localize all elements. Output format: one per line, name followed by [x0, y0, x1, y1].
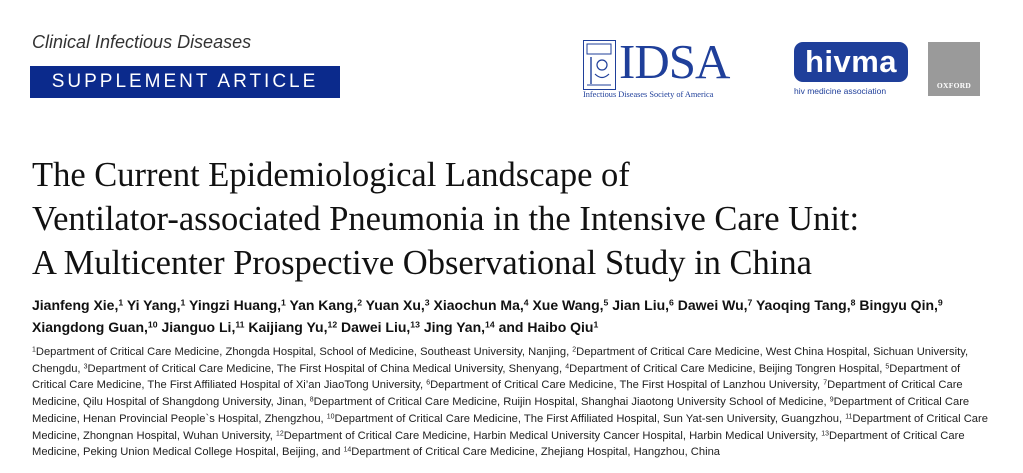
journal-name: Clinical Infectious Diseases: [32, 32, 252, 52]
affiliation-marker: 1: [32, 346, 36, 354]
author-affiliation-marker: 6: [669, 297, 674, 308]
affiliation-text: Department of Critical Care Medicine, Henan Provincial People`s Hospital, Zhengzhou,: [32, 396, 970, 425]
author-affiliation-marker: 7: [747, 297, 753, 308]
author-name: and Haibo Qiu: [498, 319, 594, 335]
author-affiliation-marker: 1: [281, 297, 286, 308]
affiliation-marker: 10: [326, 413, 335, 421]
author-name: Jianfeng Xie,: [32, 297, 119, 313]
idsa-seal-icon: [583, 40, 616, 90]
author-affiliation-marker: 13: [410, 319, 420, 330]
author-affiliation-marker: 2: [357, 297, 363, 308]
author-name: Yan Kang,: [289, 297, 358, 313]
title-line: The Current Epidemiological Landscape of: [32, 156, 630, 194]
author-name: Jian Liu,: [612, 297, 670, 313]
affiliation-text: Department of Critical Care Medicine, The First Hospital of Lanzhou University,: [430, 379, 824, 392]
idsa-logo: [583, 34, 783, 100]
idsa-subtitle: Infectious Diseases Society of America: [583, 90, 714, 99]
affiliation-text: Department of Critical Care Medicine, Zhongnan Hospital, Wuhan University,: [32, 412, 988, 442]
affiliation-text: Department of Critical Care Medicine, Harbin Medical University Cancer Hospital, Harbin Medical University,: [283, 429, 822, 442]
affiliation-marker: 11: [845, 413, 853, 421]
author-name: Jianguo Li,: [161, 319, 236, 335]
affiliation-marker: 13: [821, 430, 830, 438]
affiliation-marker: 8: [309, 396, 314, 404]
affiliation-marker: 2: [572, 346, 577, 354]
author-affiliation-marker: 12: [327, 319, 338, 330]
author-name: Dawei Liu,: [341, 319, 411, 335]
author-affiliation-marker: 10: [147, 319, 158, 330]
affiliation-text: Department of Critical Care Medicine, Zhongda Hospital, School of Medicine, Southeast University, Nanjing,: [35, 346, 573, 358]
hivma-logo: [794, 42, 914, 98]
author-name: Yi Yang,: [126, 297, 181, 313]
affiliation-text: Department of Critical Care Medicine, Qilu Hospital of Shangdong University, Jinan,: [32, 379, 963, 409]
affiliation-text: Department of Critical Care Medicine, The First Affiliated Hospital of Xi’an JiaoTong University,: [32, 362, 961, 392]
affiliation-text: Department of Critical Care Medicine, West China Hospital, Sichuan University, Chengdu,: [32, 346, 969, 375]
author-affiliation-marker: 3: [424, 297, 430, 308]
author-affiliation-marker: 5: [603, 297, 609, 308]
oxford-logo: [928, 42, 980, 96]
affiliation-marker: 14: [343, 446, 352, 454]
affiliation-marker: 3: [83, 363, 88, 371]
author-list: [32, 294, 992, 338]
affiliation-text: Department of Critical Care Medicine, Beijing Tongren Hospital,: [569, 362, 886, 375]
article-type-banner: SUPPLEMENT ARTICLE: [30, 66, 340, 98]
author-name: Yaoqing Tang,: [755, 297, 851, 313]
affiliations: [32, 344, 992, 461]
author-name: Xue Wang,: [532, 297, 604, 313]
idsa-wordmark: IDSA: [619, 34, 730, 89]
title-line: A Multicenter Prospective Observational Study in China: [32, 244, 812, 282]
affiliation-marker: 12: [275, 430, 284, 438]
affiliation-marker: 7: [823, 379, 828, 387]
author-name: Xiangdong Guan,: [32, 319, 148, 335]
affiliation-marker: 5: [885, 363, 890, 371]
affiliation-text: Department of Critical Care Medicine, Peking Union Medical College Hospital, Beijing, and: [32, 429, 965, 459]
author-name: Dawei Wu,: [677, 297, 748, 313]
oxford-wordmark: OXFORD: [936, 81, 972, 90]
affiliation-text: Department of Critical Care Medicine, Zhejiang Hospital, Hangzhou, China: [351, 446, 721, 459]
author-name: Kaijiang Yu,: [248, 319, 328, 335]
author-name: Yingzi Huang,: [189, 297, 282, 313]
author-affiliation-marker: 1: [593, 319, 599, 330]
hivma-wordmark: hivma: [794, 42, 908, 82]
author-affiliation-marker: 14: [485, 319, 495, 330]
author-affiliation-marker: 4: [523, 297, 529, 308]
author-name: Xiaochun Ma,: [433, 297, 524, 313]
author-name: Jing Yan,: [423, 319, 486, 335]
affiliation-text: Department of Critical Care Medicine, The First Hospital of China Medical University, Shenyang,: [87, 362, 566, 375]
author-affiliation-marker: 1: [180, 297, 186, 308]
hivma-subtitle: hiv medicine association: [794, 86, 887, 96]
author-affiliation-marker: 9: [937, 297, 943, 308]
affiliation-text: Department of Critical Care Medicine, The First Affiliated Hospital, Sun Yat-sen University, Guangzhou,: [334, 412, 846, 425]
author-name: Bingyu Qin,: [859, 297, 938, 313]
affiliation-marker: 9: [829, 396, 834, 404]
article-title: [32, 153, 1007, 285]
title-line: Ventilator-associated Pneumonia in the Intensive Care Unit:: [32, 200, 860, 238]
affiliation-marker: 6: [426, 379, 431, 387]
affiliation-text: Department of Critical Care Medicine, Ruijin Hospital, Shanghai Jiaotong University School of Medicine,: [313, 396, 830, 409]
author-affiliation-marker: 8: [850, 297, 856, 308]
author-affiliation-marker: 11: [235, 319, 245, 330]
affiliation-marker: 4: [565, 363, 570, 371]
author-affiliation-marker: 1: [118, 297, 124, 308]
author-name: Yuan Xu,: [365, 297, 425, 313]
